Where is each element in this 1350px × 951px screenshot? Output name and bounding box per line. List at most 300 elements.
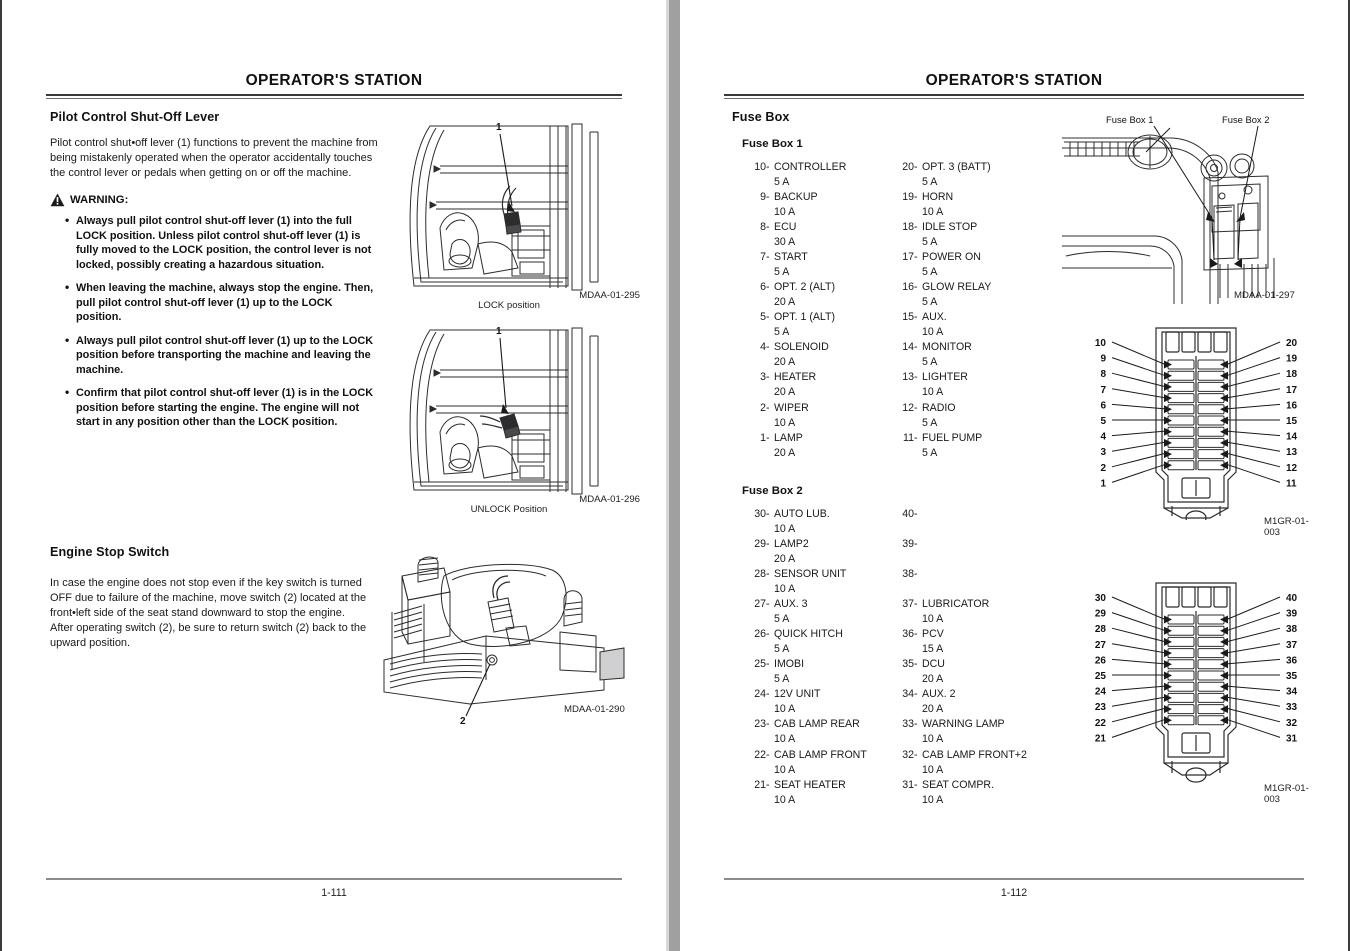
fuse-pin-number: 24 (1094, 686, 1106, 698)
fuse-name (922, 567, 1038, 582)
fuse-dash: - (914, 161, 918, 173)
fuse-number: 24 (754, 688, 766, 701)
fuse-pin-number: 13 (1286, 447, 1298, 459)
pilot-lever-section (50, 110, 380, 439)
fuse-pin-number: 23 (1094, 702, 1106, 714)
fuse-dash: - (914, 251, 918, 264)
warning-list (50, 214, 380, 430)
fuse-pin-number: 31 (1286, 733, 1298, 745)
fuse-entry (890, 340, 1038, 370)
fuse-entry (742, 401, 890, 431)
fuse-name: ECU (774, 221, 797, 234)
fuse-dash: - (914, 311, 918, 324)
left-page-footer (46, 878, 622, 899)
fuse-number: 21 (754, 778, 766, 791)
fuse-name: MONITOR (922, 341, 972, 354)
right-page-footer (724, 878, 1304, 899)
fuse-number: 19 (902, 191, 914, 204)
pilot-lever-intro-text: Pilot control shut•off lever (1) functions to prevent the machine from being mistakenly operated when the operator accidentally touches the control lever or pedals when getting on or off the machine. (50, 137, 378, 180)
fuse-number: 13 (902, 371, 914, 384)
fuse-rating: 20 A (774, 356, 796, 369)
figure-callout-1: 1 (496, 122, 502, 133)
fuse-number: 23 (754, 718, 766, 731)
leader-line (1228, 465, 1280, 483)
fuse-dash: - (766, 431, 770, 444)
fuse-pin-number: 28 (1094, 624, 1106, 636)
fuse-entry (890, 778, 1038, 808)
fuse-dash: - (766, 161, 770, 173)
fuse-entry (742, 627, 890, 657)
fuse-number: 26 (754, 628, 766, 641)
figure-code-location: MDAA-01-297 (1234, 290, 1295, 301)
fuse-dash: - (914, 568, 918, 581)
fuse-dash: - (766, 401, 770, 414)
fuse-rating: 10 A (922, 763, 944, 776)
header-rule (46, 94, 622, 99)
fuse-entry (890, 370, 1038, 400)
fuse-name: RADIO (922, 401, 956, 414)
fuse-rating: 10 A (774, 583, 796, 596)
fuse-rating: 10 A (774, 206, 796, 219)
header-rule (724, 94, 1304, 99)
fuse-number: 16 (902, 281, 914, 294)
fuse-dash: - (766, 568, 770, 581)
fuse-box-1-heading: Fuse Box 1 (742, 138, 803, 150)
fuse-box-section-heading-wrap (732, 110, 789, 124)
fuse-number: 9 (760, 191, 766, 204)
fuse-rating: 5 A (922, 236, 938, 249)
fuse-pin-number: 20 (1286, 338, 1298, 349)
fuse-pin-number: 6 (1100, 400, 1106, 412)
fuse-pin-number: 40 (1286, 593, 1298, 604)
lock-position-drawing (400, 118, 632, 298)
fuse-pin-number: 1 (1100, 478, 1106, 490)
fuse-name: LUBRICATOR (922, 598, 990, 611)
figure-code-lock: MDAA-01-295 (579, 290, 640, 301)
fuse-rating: 10 A (774, 793, 796, 806)
fuse-name: DCU (922, 658, 945, 671)
fuse-dash: - (766, 748, 770, 761)
fuse-pin-number: 29 (1094, 608, 1106, 620)
fuse-pin-number: 12 (1286, 462, 1298, 474)
fuse-dash: - (766, 221, 770, 234)
figure-code-fuse-box-1: M1GR-01-003 (1264, 516, 1309, 538)
fuse-name: QUICK HITCH (774, 628, 843, 641)
fuse-pin-number: 36 (1286, 655, 1298, 667)
fuse-pin-number: 30 (1094, 593, 1106, 604)
fuse-rating: 10 A (774, 733, 796, 746)
fuse-pin-number: 33 (1286, 702, 1298, 714)
fuse-pin-number: 17 (1286, 384, 1298, 396)
fuse-pin-number: 32 (1286, 717, 1298, 729)
fuse-rating: 5 A (922, 296, 938, 309)
fuse-pin-number: 22 (1094, 717, 1106, 729)
fuse-pin-number: 3 (1100, 447, 1106, 459)
fuse-dash: - (766, 311, 770, 324)
fuse-number: 6 (760, 281, 766, 294)
fuse-name: CAB LAMP FRONT (774, 748, 867, 761)
fuse-rating: 5 A (774, 643, 790, 656)
fuse-number: 27 (754, 598, 766, 611)
figure-engine-stop-switch (374, 540, 630, 730)
fuse-number: 20 (902, 161, 914, 173)
fuse-dash: - (914, 598, 918, 611)
fuse-entry (890, 537, 1038, 567)
fuse-box-2-left-column (742, 507, 890, 808)
fuse-pin-number: 10 (1094, 338, 1106, 349)
fuse-name: CONTROLLER (774, 161, 847, 173)
figure-fuse-box-location (1062, 108, 1310, 304)
fuse-entry (890, 190, 1038, 220)
fuse-number: 14 (902, 341, 914, 354)
fuse-entry (890, 507, 1038, 537)
page-title: OPERATOR'S STATION (245, 72, 423, 89)
fuse-entry (742, 220, 890, 250)
fuse-entry (742, 687, 890, 717)
fuse-name: AUX. 3 (774, 598, 808, 611)
fuse-name: HORN (922, 191, 954, 204)
fuse-rating: 10 A (774, 523, 796, 536)
fuse-rating: 30 A (774, 236, 796, 249)
fuse-pin-number: 14 (1286, 431, 1298, 443)
fuse-dash: - (914, 508, 918, 520)
fuse-number: 25 (754, 658, 766, 671)
fuse-rating: 10 A (922, 733, 944, 746)
warning-item: • Confirm that pilot control shut-off lever (1) is in the LOCK position before starting the engine. The engine will not start in any position other than the LOCK position. (67, 386, 380, 430)
fuse-number: 2 (760, 401, 766, 414)
fuse-pin-number: 2 (1100, 462, 1106, 474)
fuse-pin-number: 16 (1286, 400, 1298, 412)
fuse-name: WARNING LAMP (922, 718, 1005, 731)
fuse-dash: - (766, 658, 770, 671)
fuse-entry (890, 627, 1038, 657)
fuse-name: SOLENOID (774, 341, 829, 354)
right-page (680, 0, 1348, 951)
fuse-name: AUTO LUB. (774, 508, 830, 520)
fuse-number: 37 (902, 598, 914, 611)
fuse-entry (890, 687, 1038, 717)
fuse-dash: - (766, 628, 770, 641)
fuse-name: HEATER (774, 371, 817, 384)
figure-callout-2: 2 (460, 716, 466, 727)
fuse-entry (742, 280, 890, 310)
warning-item: • Always pull pilot control shut-off lever (1) into the full LOCK position. Unless pilot control shut-off lever (1) is fully moved to the LOCK position, the control lever is not locked, possibly creating a hazardous situation. (67, 214, 380, 272)
fuse-dash: - (766, 251, 770, 264)
fuse-entry (890, 597, 1038, 627)
fuse-entry (742, 717, 890, 747)
section-heading-fuse-box: Fuse Box (732, 110, 790, 124)
fuse-box-2-pinout-drawing (1078, 575, 1314, 785)
fuse-number: 28 (754, 568, 766, 581)
fuse-pin-number: 37 (1286, 639, 1298, 651)
fuse-entry (890, 657, 1038, 687)
fuse-dash: - (766, 718, 770, 731)
fuse-entry (742, 160, 890, 190)
fuse-entry (742, 778, 890, 808)
fuse-box-2-block (742, 485, 1038, 808)
fuse-rating: 5 A (922, 416, 938, 429)
unlock-position-drawing (400, 322, 632, 502)
fuse-pin-number: 19 (1286, 353, 1298, 365)
fuse-entry (742, 431, 890, 461)
warning-item: • When leaving the machine, always stop the engine. Then, pull pilot control shut-off lever (1) up to the LOCK position. (67, 281, 380, 325)
page-number: 1-111 (321, 887, 347, 899)
fuse-name: START (774, 251, 808, 264)
fuse-box-1-left-column (742, 160, 890, 461)
fuse-dash: - (766, 281, 770, 294)
fuse-pin-number: 8 (1100, 369, 1106, 381)
fuse-dash: - (914, 221, 918, 234)
fuse-pin-number: 26 (1094, 655, 1106, 667)
fuse-entry (742, 370, 890, 400)
fuse-dash: - (766, 598, 770, 611)
fuse-name: PCV (922, 628, 944, 641)
engine-stop-text-2: After operating switch (2), be sure to return switch (2) back to the upward position. (50, 622, 367, 650)
fuse-name: SENSOR UNIT (774, 568, 847, 581)
fuse-number: 11 (903, 431, 914, 444)
fuse-number: 12 (902, 401, 914, 414)
fuse-number: 40 (902, 508, 914, 520)
fuse-name: FUEL PUMP (922, 431, 983, 444)
fuse-rating: 20 A (774, 296, 796, 309)
fuse-rating (890, 552, 1038, 567)
fuse-number: 35 (902, 658, 914, 671)
fuse-dash: - (914, 688, 918, 701)
fuse-rating (890, 582, 1038, 597)
fuse-number: 39 (902, 538, 914, 551)
fuse-dash: - (766, 688, 770, 701)
fuse-number: 22 (754, 748, 766, 761)
fuse-entry (890, 220, 1038, 250)
fuse-box-1-pinout-drawing (1078, 320, 1314, 520)
fuse-pin-number: 38 (1286, 624, 1298, 636)
fuse-rating: 10 A (922, 386, 944, 399)
fuse-pin-number: 34 (1286, 686, 1298, 698)
fuse-rating: 5 A (922, 176, 938, 189)
fuse-pin-number: 39 (1286, 608, 1298, 620)
fuse-name (922, 537, 1038, 552)
fuse-rating: 10 A (922, 613, 944, 626)
fuse-rating: 5 A (774, 176, 790, 189)
fuse-entry (890, 748, 1038, 778)
fuse-entry (742, 340, 890, 370)
fuse-entry (742, 567, 890, 597)
fuse-name (922, 507, 1038, 522)
leader-line (1228, 720, 1280, 738)
fuse-rating (890, 522, 1038, 537)
fuse-name: GLOW RELAY (922, 281, 992, 294)
leader-line (1112, 465, 1164, 483)
fuse-dash: - (914, 431, 918, 444)
page-title: OPERATOR'S STATION (925, 72, 1103, 89)
fuse-entry (742, 310, 890, 340)
fuse-entry (890, 280, 1038, 310)
figure-caption-unlock: UNLOCK Position (470, 504, 548, 515)
fuse-name: IMOBI (774, 658, 805, 671)
fuse-name: CAB LAMP REAR (774, 718, 860, 731)
fuse-pin-number: 4 (1100, 431, 1106, 443)
fuse-pin-number: 21 (1094, 733, 1106, 745)
fuse-rating: 5 A (774, 326, 790, 339)
fuse-name: WIPER (774, 401, 809, 414)
fuse-box-2-right-column (890, 507, 1038, 808)
fuse-number: 8 (760, 221, 766, 234)
fuse-rating: 20 A (774, 446, 796, 459)
fuse-dash: - (766, 191, 770, 204)
fuse-pin-number: 7 (1100, 384, 1106, 396)
fuse-name: SEAT HEATER (774, 778, 846, 791)
fuse-name: LIGHTER (922, 371, 968, 384)
fuse-number: 5 (760, 311, 766, 324)
fuse-rating: 10 A (922, 206, 944, 219)
fuse-number: 32 (902, 748, 914, 761)
fuse-rating: 5 A (922, 446, 938, 459)
fuse-entry (890, 250, 1038, 280)
fuse-number: 38 (902, 568, 914, 581)
fuse-rating: 20 A (774, 553, 796, 566)
fuse-number: 3 (760, 371, 766, 384)
fuse-rating: 10 A (774, 703, 796, 716)
warning-row (50, 193, 380, 207)
fuse-dash: - (914, 748, 918, 761)
figure-label-fuse-box-1: Fuse Box 1 (1106, 114, 1154, 125)
fuse-dash: - (766, 778, 770, 791)
right-page-header (724, 72, 1304, 99)
fuse-rating: 15 A (922, 643, 944, 656)
fuse-number: 33 (902, 718, 914, 731)
fuse-dash: - (914, 718, 918, 731)
fuse-name: CAB LAMP FRONT+2 (922, 748, 1027, 761)
fuse-rating: 10 A (922, 326, 944, 339)
fuse-rating: 10 A (774, 763, 796, 776)
warning-triangle-icon (50, 193, 65, 207)
figure-lock-position (400, 118, 640, 311)
fuse-dash: - (766, 508, 770, 520)
fuse-rating: 10 A (774, 416, 796, 429)
warning-label: WARNING: (70, 194, 129, 207)
fuse-rating: 5 A (774, 266, 790, 279)
fuse-entry (742, 657, 890, 687)
fuse-name: LAMP (774, 431, 803, 444)
figure-code-unlock: MDAA-01-296 (579, 494, 640, 505)
fuse-dash: - (766, 538, 770, 551)
fuse-pin-number: 18 (1286, 369, 1298, 381)
fuse-pin-number: 9 (1100, 353, 1106, 365)
fuse-number: 18 (902, 221, 914, 234)
section-heading-pilot-lever: Pilot Control Shut-Off Lever (50, 110, 220, 124)
fuse-pin-number: 15 (1286, 416, 1298, 427)
engine-stop-switch-section (50, 545, 370, 651)
fuse-number: 36 (902, 628, 914, 641)
fuse-dash: - (766, 341, 770, 354)
figure-callout-1: 1 (496, 326, 502, 337)
fuse-number: 30 (754, 508, 766, 520)
fuse-pin-number: 5 (1100, 416, 1106, 427)
fuse-rating: 20 A (922, 673, 944, 686)
fuse-name: POWER ON (922, 251, 981, 264)
figure-code-engine-stop: MDAA-01-290 (564, 704, 625, 715)
fuse-name: SEAT COMPR. (922, 778, 995, 791)
fuse-dash: - (914, 341, 918, 354)
figure-unlock-position (400, 322, 640, 515)
fuse-entry (742, 748, 890, 778)
fuse-dash: - (914, 281, 918, 294)
fuse-rating: 10 A (922, 793, 944, 806)
engine-stop-text-1: In case the engine does not stop even if the key switch is turned OFF due to failure of the machine, move switch (2) located at the front•left side of the seat stand downward to stop the engine. (50, 577, 367, 620)
figure-fuse2-diagram-wrap (1078, 575, 1314, 805)
fuse-dash: - (914, 658, 918, 671)
fuse-name: OPT. 3 (BATT) (922, 161, 991, 173)
fuse-number: 31 (902, 778, 914, 791)
fuse-entry (890, 431, 1038, 461)
page-gutter (666, 0, 680, 951)
fuse-entry (742, 537, 890, 567)
fuse-number: 34 (902, 688, 914, 701)
fuse-dash: - (914, 778, 918, 791)
fuse-number: 10 (754, 161, 766, 173)
fuse-pin-number: 35 (1286, 671, 1298, 682)
warning-item: • Always pull pilot control shut-off lever (1) up to the LOCK position before transporting the machine and leaving the machine. (67, 334, 380, 378)
figure-label-fuse-box-2: Fuse Box 2 (1222, 114, 1270, 125)
fuse-box-location-drawing (1062, 108, 1310, 304)
fuse-box-2-heading: Fuse Box 2 (742, 485, 803, 497)
fuse-name: AUX. (922, 311, 947, 324)
fuse-dash: - (914, 628, 918, 641)
page-number: 1-112 (1000, 887, 1028, 899)
figure-caption-lock: LOCK position (478, 300, 540, 311)
fuse-entry (890, 310, 1038, 340)
left-page (2, 0, 666, 951)
figure-code-fuse-box-2: M1GR-01-003 (1264, 783, 1309, 805)
fuse-box-1-block (742, 138, 1038, 461)
fuse-entry (890, 160, 1038, 190)
fuse-box-1-right-column (890, 160, 1038, 461)
fuse-name: OPT. 1 (ALT) (774, 311, 836, 324)
fuse-name: OPT. 2 (ALT) (774, 281, 836, 294)
fuse-number: 7 (760, 251, 766, 264)
fuse-name: LAMP2 (774, 538, 809, 551)
fuse-number: 4 (760, 341, 766, 354)
fuse-rating: 5 A (774, 613, 790, 626)
fuse-number: 29 (754, 538, 766, 551)
fuse-rating: 20 A (774, 386, 796, 399)
fuse-number: 15 (902, 311, 914, 324)
fuse-entry (890, 567, 1038, 597)
fuse-entry (890, 717, 1038, 747)
fuse-pin-number: 27 (1094, 639, 1106, 651)
fuse-dash: - (914, 191, 918, 204)
fuse-dash: - (914, 401, 918, 414)
fuse-rating: 20 A (922, 703, 944, 716)
fuse-dash: - (914, 371, 918, 384)
engine-stop-switch-drawing (374, 540, 630, 730)
fuse-dash: - (914, 538, 918, 551)
fuse-rating: 5 A (922, 266, 938, 279)
fuse-entry (742, 597, 890, 627)
left-page-header (46, 72, 622, 99)
section-heading-engine-stop: Engine Stop Switch (50, 545, 170, 559)
fuse-name: 12V UNIT (774, 688, 821, 701)
fuse-entry (742, 250, 890, 280)
fuse-entry (742, 507, 890, 537)
fuse-dash: - (766, 371, 770, 384)
fuse-entry (742, 190, 890, 220)
leader-line (1112, 720, 1164, 738)
fuse-rating: 5 A (922, 356, 938, 369)
fuse-pin-number: 25 (1094, 671, 1106, 682)
fuse-rating: 5 A (774, 673, 790, 686)
figure-fuse1-diagram-wrap (1078, 320, 1314, 538)
